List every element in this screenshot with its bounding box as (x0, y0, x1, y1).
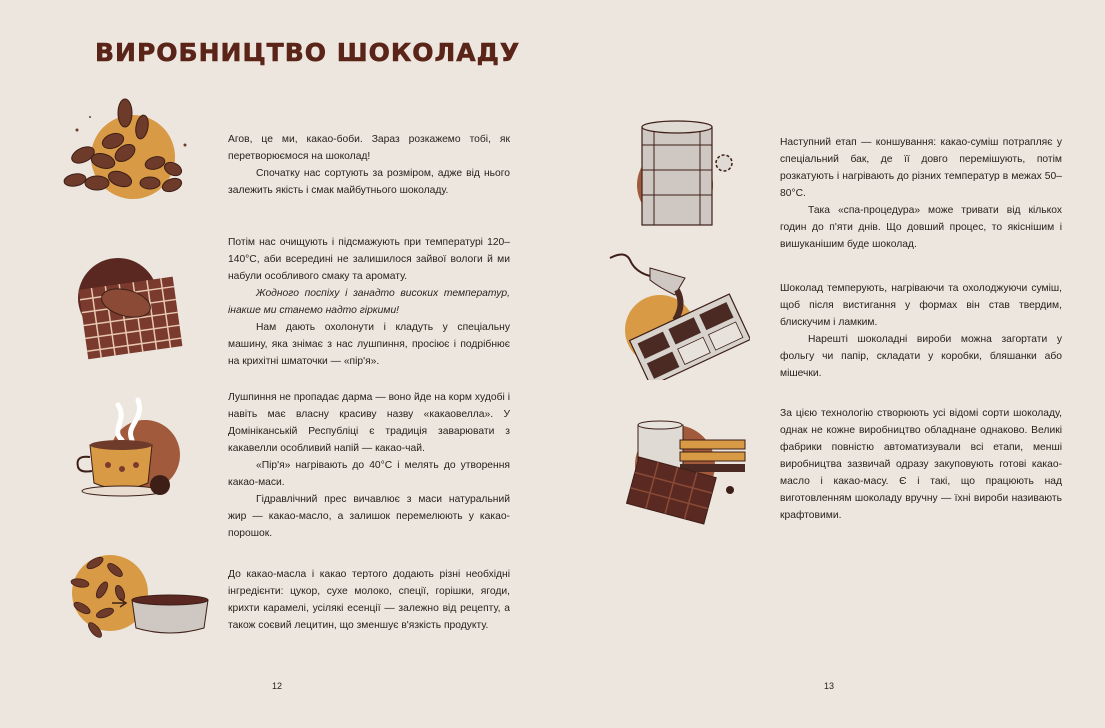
page-number-right: 13 (824, 681, 835, 691)
paragraph: Жодного поспіху і занадто високих температур, інакше ми станемо надто гіркими! (228, 288, 510, 316)
roasting-grill-icon (68, 248, 188, 363)
section-5-text (780, 134, 1062, 253)
chocolate-mold-icon (605, 250, 750, 380)
section-4-text (228, 566, 510, 634)
cocoa-beans-icon (55, 95, 195, 205)
section-6-text (780, 280, 1062, 382)
paragraph: Наступний етап — коншування: какао-суміш потрапляє у спеціальний бак, де її довго перемішують, потім розкатують і нагрівають до різних температур в межах 50–80°С. (780, 137, 1062, 199)
paragraph: Агов, це ми, какао-боби. Зараз розкажемо тобі, як перетворюємося на шоколад! (228, 134, 510, 162)
conching-tank-icon (620, 115, 745, 230)
paragraph: «Пір'я» нагрівають до 40°С і мелять до утворення какао-маси. (228, 460, 510, 488)
paragraph: Гідравлічний прес вичавлює з маси натуральний жир — какао-масло, а залишок перемелюють у какао-порошок. (228, 494, 510, 539)
paragraph: Шоколад темперують, нагріваючи та охолоджуючи суміш, щоб після вистигання у формах він став твердим, блискучим і ламким. (780, 283, 1062, 328)
paragraph: До какао-масла і какао тертого додають різні необхідні інгредієнти: цукор, сухе молоко, спеції, горішки, ягоди, крихти карамелі, усілякі есенції — залежно від рецепту, а також соєвий лецитин, що зменшує в'язкість продукту. (228, 569, 510, 631)
paragraph: Нам дають охолонути і кладуть у спеціальну машину, яка знімає з нас лушпиння, просіює і подрібнює на крихітні шматочки — «пір'я». (228, 322, 510, 367)
chocolate-products-icon (620, 410, 755, 525)
page-title: ВИРОБНИЦТВО ШОКОЛАДУ (95, 38, 521, 67)
paragraph: За цією технологію створюють усі відомі сорти шоколаду, однак не кожне виробництво обладнане однаково. Великі фабрики повністю автоматизували всі етапи, менші виробництва зазвичай одразу закуповують готові какао-масло і какао-масу. Є і такі, що працюють над виготовленням шоколаду вручну — їхні вироби називають крафтовими. (780, 408, 1062, 521)
section-2-text (228, 234, 510, 370)
paragraph: Лушпиння не пропадає дарма — воно йде на корм худобі і навіть має власну красиву назву «какаовелла». У Домініканській Республіці є традиція заварювати з какавелли особливий напій — какао-чай. (228, 392, 510, 454)
section-1-text (228, 131, 510, 199)
page-number-left: 12 (272, 681, 283, 691)
cocoa-tea-cup-icon (70, 395, 190, 505)
section-3-text (228, 389, 510, 542)
spices-pot-icon (60, 548, 220, 643)
section-7-text (780, 405, 1062, 524)
paragraph: Нарешті шоколадні вироби можна загортати у фольгу чи папір, складати у коробки, бляшанки або мішечки. (780, 334, 1062, 379)
paragraph: Така «спа-процедура» може тривати від кількох годин до п'яти днів. Що довший процес, то якіснішим і вишуканішим буде шоколад. (780, 205, 1062, 250)
paragraph: Потім нас очищують і підсмажують при температурі 120–140°С, аби всередині не залишилося зайвої вологи й ми набули особливого смаку та аромату. (228, 237, 510, 282)
paragraph: Спочатку нас сортують за розміром, адже від нього залежить якість і смак майбутнього шоколаду. (228, 168, 510, 196)
